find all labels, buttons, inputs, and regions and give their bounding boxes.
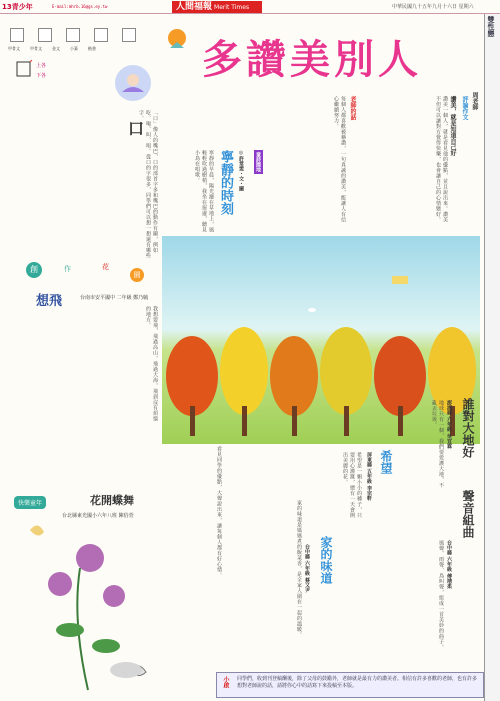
page-theme-title: 多讚美別人 bbox=[202, 37, 422, 83]
label-char: 園 bbox=[130, 268, 144, 282]
adjacent-page-strip bbox=[484, 14, 500, 701]
intro-title: 評論作文 bbox=[461, 96, 468, 120]
footer-notice bbox=[216, 672, 484, 698]
poem-body: 寧靜的早晨，陽光灑在草地上，風輕輕吹過樹梢，我坐在窗邊，聽見小鳥在唱歌。 bbox=[194, 150, 214, 233]
label-char: 花 bbox=[102, 263, 109, 271]
grid-cell bbox=[10, 28, 24, 42]
who-better-body: 地球只有一個，我們要愛護大地，不亂丟垃圾。 bbox=[431, 400, 444, 488]
stroke-label-up: 上各 bbox=[36, 63, 47, 69]
who-better-author: 澎湖縣 六年級 吳宜霖 bbox=[446, 400, 452, 449]
stroke-order-icon bbox=[14, 58, 34, 80]
grid-cell bbox=[66, 28, 80, 42]
who-better-title: 誰對大地好 bbox=[461, 398, 475, 458]
label-char: 作 bbox=[64, 265, 71, 273]
hope-author: 屏東縣 五年級 李宗軒 bbox=[366, 452, 372, 501]
flower-butterfly-icon bbox=[10, 520, 160, 696]
poem-title: 寧靜的時刻 bbox=[218, 150, 233, 215]
grid-cell bbox=[122, 28, 136, 42]
fairy-mascot-icon bbox=[112, 62, 154, 104]
butterfly-author: 台北縣東光國小六年八班 陳俗萱 bbox=[62, 513, 134, 519]
intro-label: 周老師 bbox=[471, 92, 478, 110]
creative-title: 想飛 bbox=[36, 294, 63, 309]
sound-group-body: 風聲、雨聲、鳥叫聲，組成一首美妙的曲子。 bbox=[438, 540, 444, 650]
home-taste-body: 家的味道是媽媽煮的飯菜香，是全家人圍在一起的溫暖。 bbox=[296, 500, 302, 638]
hope-body: 希望是一顆小小的種子，只要用心灌溉，總有一天會開出美麗的花。 bbox=[342, 452, 362, 518]
hope-title: 希望 bbox=[379, 450, 393, 474]
char-glyph: 口 bbox=[128, 119, 145, 138]
creative-author: 台南市安平國中 二年級 鄭乃毓 bbox=[80, 295, 149, 301]
footer-label: 小啟 bbox=[222, 676, 229, 688]
poem-series: 童詩園地 bbox=[255, 152, 261, 172]
butterfly-title: 花開蝶舞 bbox=[90, 494, 134, 507]
grid-labels: 甲骨文 甲骨文 金文 小篆 楷書 bbox=[8, 46, 96, 51]
section-number: 13青少年 bbox=[2, 3, 33, 11]
poem-author: ◎許常雯・文・圖 bbox=[238, 150, 244, 191]
grid-cell bbox=[94, 28, 108, 42]
creative-body: 我想要飛，飛過高山，飛過大海，飛到沒有煩惱的地方。 bbox=[145, 306, 158, 422]
label-char: 創 bbox=[26, 262, 42, 278]
teacher-label: 老師的話 bbox=[349, 96, 356, 120]
sound-group-author: 台中縣 六年級 傅靖柔 bbox=[446, 540, 452, 589]
sound-group-title: 聲音組曲 bbox=[461, 490, 475, 538]
issue-date: 中華民國九十五年九月十六日 星期六 bbox=[392, 4, 474, 10]
butterfly-series-badge: 快樂童年 bbox=[14, 496, 46, 509]
adjacent-page-title: 雙性戀 bbox=[487, 16, 495, 37]
title-banner bbox=[166, 26, 470, 82]
creative-corner-label bbox=[26, 258, 146, 288]
home-taste-title: 家的味道 bbox=[319, 536, 333, 584]
intro-body: 讚美一個人，就是看見他的優點，並且說出來。讚美不但可以讓對方覺得快樂，也會讓自己的心情變好。 bbox=[435, 96, 448, 223]
char-explanation: 「口」像人的嘴巴，口的部首字多和嘴巴的動作有關，例如吃、喝、叫、唱。從口的字很多，同學們可以想一想還有哪些字。 bbox=[138, 110, 158, 259]
intro-heading: 讚美，就是知道自己好 bbox=[449, 96, 456, 156]
middle-left-body: 看見同學的優點，大聲說出來，讓每個人都有好心情。 bbox=[216, 446, 222, 578]
grid-cell bbox=[38, 28, 52, 42]
email-address[interactable]: E-mail:mhrb.16@gs.ey.tw bbox=[52, 4, 108, 9]
teacher-body: 每個人都喜歡被稱讚，一句真誠的讚美，能讓人有信心繼續努力。 bbox=[333, 96, 346, 223]
footer-body: 同學們，收到刊登稿酬後，除了父母的鼓勵外，老師就是最有力的讚美者。相信有許多喜歡的老師，也有許多想對老師說的話，請將你心中的話寫下來投稿至本版。 bbox=[237, 676, 478, 689]
stroke-label-down: 下各 bbox=[36, 73, 47, 79]
badge-icon bbox=[166, 26, 188, 56]
newspaper-logo: 人間福報 Merit Times bbox=[172, 1, 262, 13]
home-taste-author: 台中縣 六年級 蔡又尹 bbox=[304, 544, 310, 593]
